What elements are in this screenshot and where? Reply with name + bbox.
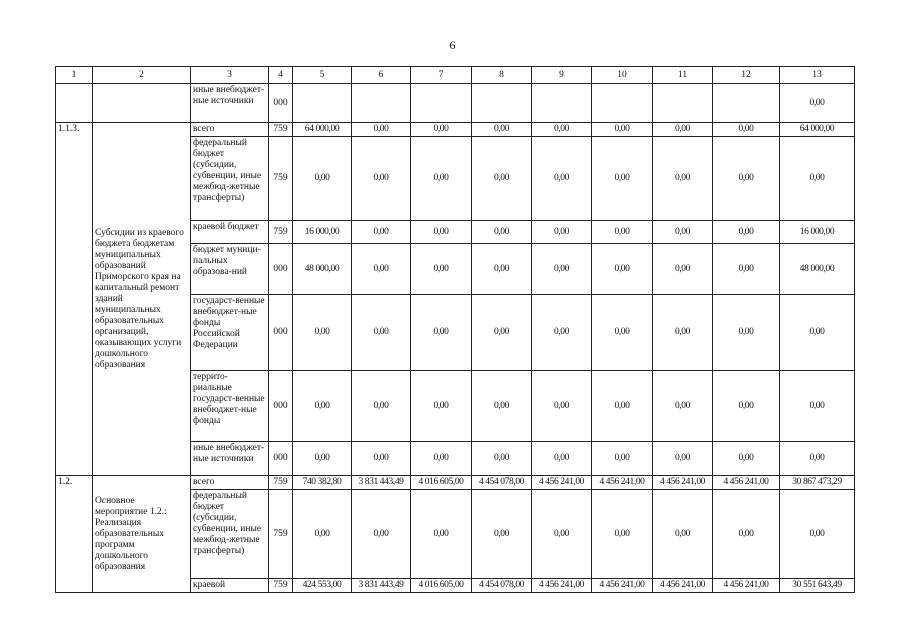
value-cell: 0,00: [472, 371, 532, 442]
value-cell: 0,00: [653, 490, 713, 579]
value-cell: 0,00: [653, 123, 713, 137]
value-cell: 0,00: [411, 137, 472, 221]
column-number: 8: [472, 67, 532, 84]
column-number-row: [56, 67, 855, 84]
value-cell: 16 000,00: [293, 221, 352, 244]
value-cell: 0,00: [532, 490, 592, 579]
budget-code: 759: [269, 476, 293, 490]
value-cell: 0,00: [653, 295, 713, 371]
funding-source: всего: [191, 123, 269, 137]
value-cell: 740 382,80: [293, 476, 352, 490]
table-row: [56, 123, 855, 137]
value-cell: 4 456 241,00: [713, 476, 780, 490]
value-cell: 0,00: [653, 371, 713, 442]
value-cell: 0,00: [532, 442, 592, 476]
value-cell: 4 456 241,00: [532, 476, 592, 490]
funding-source: федеральный бюджет (субсидии, субвенции, иные межбюд-жетные трансферты): [191, 490, 269, 579]
table-row: [56, 476, 855, 490]
funding-source: государст-венные внебюджет-ные фонды Российской Федерации: [191, 295, 269, 371]
value-cell: 0,00: [780, 442, 855, 476]
source-cell: иные внебюджет-ные источники: [191, 84, 269, 123]
column-number: 3: [191, 67, 269, 84]
value-cell: 0,00: [780, 490, 855, 579]
column-number: 2: [93, 67, 191, 84]
value-cell: 4 456 241,00: [653, 476, 713, 490]
funding-source: всего: [191, 476, 269, 490]
value-cell: 0,00: [411, 123, 472, 137]
funding-source: бюджет муници-пальных образова-ний: [191, 244, 269, 295]
value-cell: 0,00: [713, 137, 780, 221]
value-cell: 30 867 473,29: [780, 476, 855, 490]
value-cell: 4 456 241,00: [713, 579, 780, 593]
value-cell: 0,00: [293, 137, 352, 221]
value-cell: 0,00: [713, 244, 780, 295]
value-cell: 0,00: [653, 442, 713, 476]
value-cell: [532, 84, 592, 123]
value-cell: 0,00: [293, 371, 352, 442]
value-cell: 4 456 241,00: [592, 579, 653, 593]
block-1-2: [56, 476, 855, 593]
table-row: [56, 84, 855, 123]
value-cell: 48 000,00: [780, 244, 855, 295]
funding-source: краевой бюджет: [191, 221, 269, 244]
value-cell: 0,00: [532, 123, 592, 137]
column-number: 4: [269, 67, 293, 84]
item-index: 1.2.: [56, 476, 93, 593]
value-cell: 0,00: [472, 221, 532, 244]
value-cell: [411, 84, 472, 123]
value-cell: 0,00: [411, 442, 472, 476]
value-cell: 0,00: [411, 244, 472, 295]
value-cell: [592, 84, 653, 123]
index-cell: [56, 84, 93, 123]
column-number: 1: [56, 67, 93, 84]
value-cell: 0,00: [592, 490, 653, 579]
budget-code: 000: [269, 244, 293, 295]
value-cell: 4 456 241,00: [532, 579, 592, 593]
value-cell: 0,00: [713, 490, 780, 579]
value-cell: 0,00: [411, 221, 472, 244]
value-cell: 3 831 443,49: [352, 579, 411, 593]
value-cell: 0,00: [293, 295, 352, 371]
funding-source: террито-риальные государст-венные внебюджет-ные фонды: [191, 371, 269, 442]
budget-code: 759: [269, 137, 293, 221]
value-cell: 0,00: [713, 221, 780, 244]
value-cell: 0,00: [713, 442, 780, 476]
block-1-1-3: [56, 123, 855, 476]
value-cell: 0,00: [352, 295, 411, 371]
value-cell: 16 000,00: [780, 221, 855, 244]
value-cell: 0,00: [713, 371, 780, 442]
value-cell: 0,00: [411, 371, 472, 442]
value-cell: 0,00: [592, 295, 653, 371]
code-cell: 000: [269, 84, 293, 123]
budget-code: 759: [269, 123, 293, 137]
column-number: 6: [352, 67, 411, 84]
value-cell: 0,00: [472, 295, 532, 371]
value-cell: 0,00: [293, 490, 352, 579]
value-cell: [293, 84, 352, 123]
value-cell: 0,00: [352, 221, 411, 244]
value-cell: 30 551 643,49: [780, 579, 855, 593]
value-cell: 48 000,00: [293, 244, 352, 295]
budget-code: 000: [269, 295, 293, 371]
value-cell: 0,00: [352, 244, 411, 295]
value-cell: 0,00: [472, 137, 532, 221]
budget-code: 759: [269, 579, 293, 593]
page-number: 6: [449, 38, 456, 52]
value-cell: 424 553,00: [293, 579, 352, 593]
value-cell: 0,00: [653, 221, 713, 244]
value-cell: 0,00: [472, 490, 532, 579]
value-cell: [472, 84, 532, 123]
funding-source: иные внебюджет-ные источники: [191, 442, 269, 476]
value-cell: 0,00: [532, 371, 592, 442]
value-cell: 4 016 605,00: [411, 476, 472, 490]
value-cell: 4 016 605,00: [411, 579, 472, 593]
value-cell: 0,00: [592, 123, 653, 137]
value-cell: 0,00: [532, 221, 592, 244]
value-cell: 0,00: [780, 371, 855, 442]
value-cell: 0,00: [592, 371, 653, 442]
value-cell: 0,00: [352, 442, 411, 476]
budget-code: 759: [269, 490, 293, 579]
name-cell: [93, 84, 191, 123]
value-cell: 0,00: [780, 84, 855, 123]
value-cell: 0,00: [532, 244, 592, 295]
value-cell: 4 456 241,00: [592, 476, 653, 490]
value-cell: 0,00: [592, 244, 653, 295]
value-cell: 0,00: [472, 244, 532, 295]
budget-code: 000: [269, 442, 293, 476]
funding-source: федеральный бюджет (субсидии, субвенции, иные межбюд-жетные трансферты): [191, 137, 269, 221]
value-cell: 3 831 443,49: [352, 476, 411, 490]
value-cell: 0,00: [532, 137, 592, 221]
value-cell: 0,00: [592, 221, 653, 244]
value-cell: [352, 84, 411, 123]
item-index: 1.1.3.: [56, 123, 93, 476]
column-number: 5: [293, 67, 352, 84]
value-cell: 0,00: [653, 244, 713, 295]
value-cell: 0,00: [780, 137, 855, 221]
value-cell: [713, 84, 780, 123]
value-cell: 64 000,00: [293, 123, 352, 137]
budget-code: 000: [269, 371, 293, 442]
value-cell: 0,00: [472, 442, 532, 476]
column-number: 13: [780, 67, 855, 84]
value-cell: 4 456 241,00: [653, 579, 713, 593]
value-cell: 0,00: [293, 442, 352, 476]
budget-table: [55, 66, 855, 593]
value-cell: 0,00: [472, 123, 532, 137]
value-cell: 0,00: [592, 442, 653, 476]
value-cell: 0,00: [780, 295, 855, 371]
value-cell: 64 000,00: [780, 123, 855, 137]
item-name: Основное мероприятие 1.2.: Реализация образовательных программ дошкольного образования: [93, 476, 191, 593]
value-cell: 0,00: [411, 490, 472, 579]
value-cell: 0,00: [352, 137, 411, 221]
value-cell: 0,00: [713, 295, 780, 371]
value-cell: 0,00: [352, 490, 411, 579]
column-number: 12: [713, 67, 780, 84]
value-cell: 4 454 078,00: [472, 579, 532, 593]
value-cell: 0,00: [653, 137, 713, 221]
value-cell: 0,00: [411, 295, 472, 371]
value-cell: 0,00: [592, 137, 653, 221]
value-cell: 4 454 078,00: [472, 476, 532, 490]
item-name: Субсидии из краевого бюджета бюджетам муниципальных образований Приморского края на капитальный ремонт зданий муниципальных образовательных организаций, оказывающих услуги дошкольного образования: [93, 123, 191, 476]
budget-code: 759: [269, 221, 293, 244]
column-number: 9: [532, 67, 592, 84]
value-cell: 0,00: [532, 295, 592, 371]
column-number: 7: [411, 67, 472, 84]
value-cell: 0,00: [352, 123, 411, 137]
column-number: 11: [653, 67, 713, 84]
value-cell: [653, 84, 713, 123]
column-number: 10: [592, 67, 653, 84]
value-cell: 0,00: [713, 123, 780, 137]
funding-source: краевой: [191, 579, 269, 593]
value-cell: 0,00: [352, 371, 411, 442]
